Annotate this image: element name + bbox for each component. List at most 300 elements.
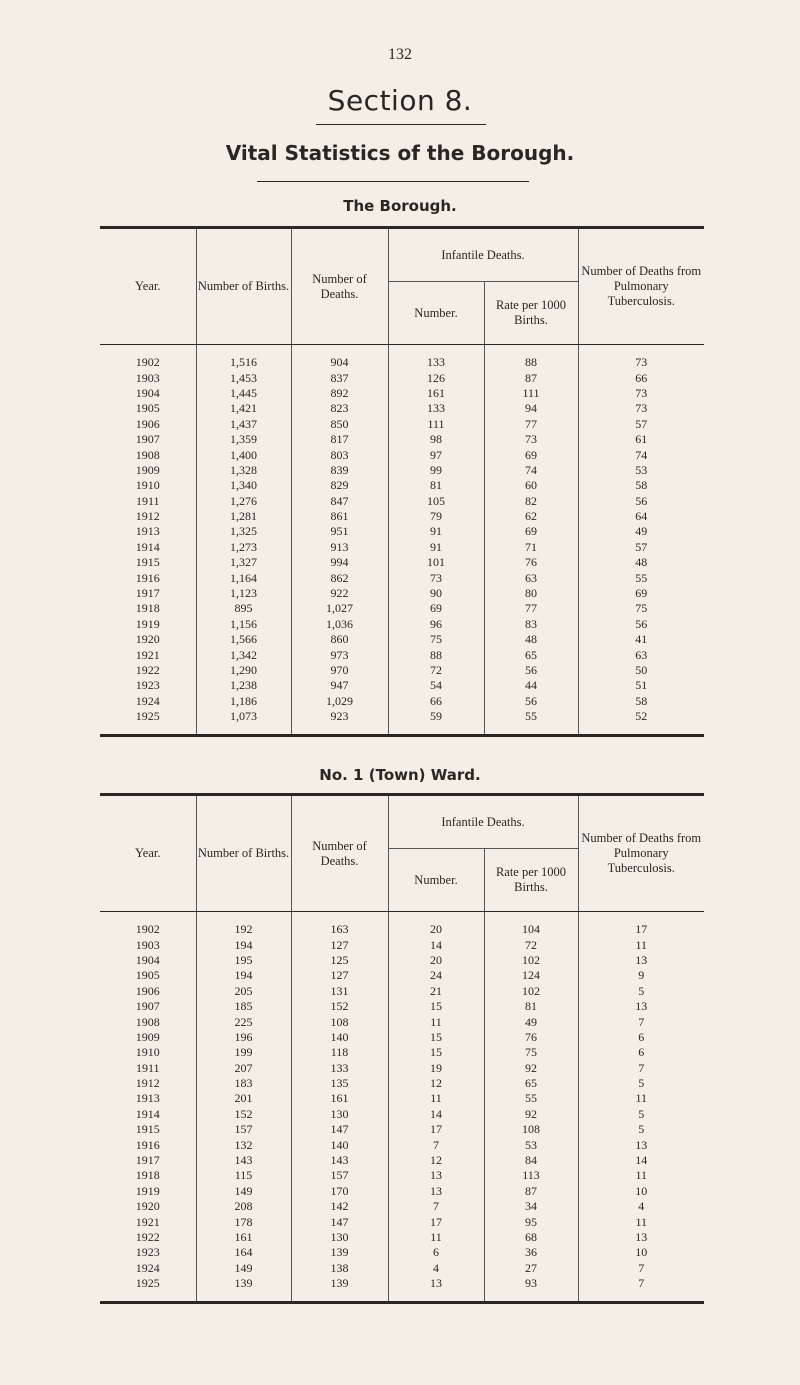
infantile-number-cell: 133 [388, 355, 484, 370]
deaths-cell: 837 [291, 370, 388, 385]
deaths-cell: 142 [291, 1199, 388, 1214]
rate-cell: 104 [484, 922, 578, 937]
year-header: Year. [100, 795, 196, 912]
borough-table-body [100, 345, 704, 736]
table-row [100, 1122, 704, 1137]
births-cell: 1,186 [196, 694, 291, 709]
table-row [100, 922, 704, 937]
infantile-number-cell: 15 [388, 999, 484, 1014]
tuberculosis-cell: 51 [578, 678, 704, 693]
rate-cell: 27 [484, 1261, 578, 1276]
table-row [100, 447, 704, 462]
year-cell: 1911 [135, 493, 160, 508]
infantile-number-cell: 15 [388, 1045, 484, 1060]
table-row [100, 617, 704, 632]
rate-cell: 102 [484, 984, 578, 999]
births-cell: 1,340 [196, 478, 291, 493]
table-row [100, 1045, 704, 1060]
rate-cell: 56 [484, 694, 578, 709]
table-row [100, 1137, 704, 1152]
tuberculosis-header: Number of Deaths from Pulmonary Tuberculosis. [578, 228, 704, 345]
year-cell: 1919 [135, 1183, 160, 1198]
births-cell: 1,516 [196, 355, 291, 370]
year-cell: 1917 [135, 1153, 160, 1168]
births-cell: 195 [196, 953, 291, 968]
rate-cell: 77 [484, 601, 578, 616]
year-cell: 1924 [135, 1260, 160, 1275]
rate-cell: 88 [484, 355, 578, 370]
infantile-number-cell: 90 [388, 586, 484, 601]
rate-header: Rate per 1000 Births. [484, 849, 578, 912]
rate-cell: 73 [484, 432, 578, 447]
tuberculosis-cell: 66 [578, 370, 704, 385]
table-row [100, 586, 704, 601]
tuberculosis-cell: 5 [578, 1076, 704, 1091]
table-row [100, 417, 704, 432]
section-title: Section 8. [327, 84, 473, 117]
births-cell: 157 [196, 1122, 291, 1137]
tuberculosis-cell: 13 [578, 999, 704, 1014]
year-cell: 1906 [135, 983, 160, 998]
births-cell: 152 [196, 1107, 291, 1122]
deaths-cell: 130 [291, 1230, 388, 1245]
year-cell: 1915 [135, 555, 160, 570]
deaths-cell: 127 [291, 937, 388, 952]
infantile-number-cell: 111 [388, 417, 484, 432]
births-cell: 1,359 [196, 432, 291, 447]
tuberculosis-cell: 7 [578, 1014, 704, 1029]
deaths-cell: 803 [291, 447, 388, 462]
infantile-number-cell: 20 [388, 953, 484, 968]
year-cell: 1925 [135, 709, 160, 724]
deaths-cell: 140 [291, 1030, 388, 1045]
deaths-header: Number of Deaths. [291, 795, 388, 912]
rate-cell: 34 [484, 1199, 578, 1214]
rate-cell: 87 [484, 370, 578, 385]
deaths-cell: 862 [291, 570, 388, 585]
infantile-number-cell: 12 [388, 1153, 484, 1168]
tuberculosis-cell: 58 [578, 478, 704, 493]
births-cell: 1,156 [196, 617, 291, 632]
year-cell: 1916 [135, 1137, 160, 1152]
year-cell: 1902 [135, 922, 160, 937]
tuberculosis-cell: 57 [578, 540, 704, 555]
tuberculosis-header: Number of Deaths from Pulmonary Tuberculosis. [578, 795, 704, 912]
rate-cell: 94 [484, 401, 578, 416]
page-number: 132 [388, 46, 412, 63]
tuberculosis-cell: 56 [578, 494, 704, 509]
infantile-number-cell: 11 [388, 1230, 484, 1245]
rate-cell: 68 [484, 1230, 578, 1245]
rate-cell: 65 [484, 1076, 578, 1091]
rate-cell: 36 [484, 1245, 578, 1260]
borough-table-title: The Borough. [343, 197, 457, 215]
table-row [100, 709, 704, 724]
infantile-number-cell: 101 [388, 555, 484, 570]
births-cell: 1,325 [196, 524, 291, 539]
year-cell: 1915 [135, 1122, 160, 1137]
infantile-number-cell: 24 [388, 968, 484, 983]
year-cell: 1914 [135, 1106, 160, 1121]
year-cell: 1922 [135, 663, 160, 677]
births-cell: 199 [196, 1045, 291, 1060]
rate-cell: 111 [484, 386, 578, 401]
rate-cell: 69 [484, 447, 578, 462]
year-cell: 1914 [135, 539, 160, 554]
deaths-cell: 147 [291, 1214, 388, 1229]
tuberculosis-cell: 10 [578, 1245, 704, 1260]
table-row [100, 401, 704, 416]
infantile-number-cell: 21 [388, 984, 484, 999]
infantile-number-cell: 17 [388, 1214, 484, 1229]
infantile-number-cell: 15 [388, 1030, 484, 1045]
births-cell: 178 [196, 1214, 291, 1229]
deaths-cell: 131 [291, 984, 388, 999]
infantile-number-cell: 13 [388, 1184, 484, 1199]
table-row [100, 984, 704, 999]
section-title-underline [316, 124, 486, 125]
table-row [100, 1214, 704, 1229]
deaths-cell: 947 [291, 678, 388, 693]
deaths-cell: 1,036 [291, 617, 388, 632]
tuberculosis-cell: 64 [578, 509, 704, 524]
year-cell: 1905 [135, 968, 160, 983]
tuberculosis-cell: 52 [578, 709, 704, 724]
table-row [100, 370, 704, 385]
table-row [100, 432, 704, 447]
deaths-cell: 829 [291, 478, 388, 493]
infantile-number-cell: 54 [388, 678, 484, 693]
table-row [100, 1107, 704, 1122]
infantile-number-header: Number. [388, 282, 484, 345]
table-row [100, 1030, 704, 1045]
deaths-cell: 904 [291, 355, 388, 370]
year-cell: 1921 [135, 1214, 160, 1229]
infantile-number-cell: 105 [388, 494, 484, 509]
year-cell: 1907 [135, 432, 160, 447]
table-row [100, 632, 704, 647]
deaths-header: Number of Deaths. [291, 228, 388, 345]
tuberculosis-cell: 5 [578, 1107, 704, 1122]
births-cell: 1,445 [196, 386, 291, 401]
births-cell: 207 [196, 1061, 291, 1076]
rate-cell: 113 [484, 1168, 578, 1183]
tuberculosis-cell: 74 [578, 447, 704, 462]
table-row [100, 478, 704, 493]
rate-cell: 77 [484, 417, 578, 432]
year-cell: 1925 [135, 1276, 160, 1291]
births-cell: 132 [196, 1137, 291, 1152]
year-cell: 1920 [135, 632, 160, 647]
births-cell: 185 [196, 999, 291, 1014]
rate-cell: 81 [484, 999, 578, 1014]
births-cell: 1,281 [196, 509, 291, 524]
year-cell: 1905 [135, 401, 160, 416]
deaths-cell: 139 [291, 1245, 388, 1260]
infantile-number-cell: 91 [388, 524, 484, 539]
rate-cell: 56 [484, 663, 578, 678]
tuberculosis-cell: 17 [578, 922, 704, 937]
year-cell: 1920 [135, 1199, 160, 1214]
deaths-cell: 118 [291, 1045, 388, 1060]
infantile-number-cell: 66 [388, 694, 484, 709]
tuberculosis-cell: 73 [578, 386, 704, 401]
year-cell: 1910 [135, 1045, 160, 1060]
infantile-number-cell: 17 [388, 1122, 484, 1137]
rate-cell: 87 [484, 1184, 578, 1199]
table-row [100, 555, 704, 570]
deaths-cell: 823 [291, 401, 388, 416]
deaths-cell: 108 [291, 1014, 388, 1029]
year-cell: 1923 [135, 678, 160, 693]
deaths-cell: 161 [291, 1091, 388, 1106]
year-cell: 1906 [135, 416, 160, 431]
rate-cell: 124 [484, 968, 578, 983]
table-row [100, 999, 704, 1014]
table-row [100, 968, 704, 983]
year-cell: 1908 [135, 1014, 160, 1029]
rate-cell: 62 [484, 509, 578, 524]
births-cell: 164 [196, 1245, 291, 1260]
rate-cell: 69 [484, 524, 578, 539]
year-cell: 1910 [135, 478, 160, 493]
deaths-cell: 973 [291, 647, 388, 662]
table-row [100, 694, 704, 709]
tuberculosis-cell: 7 [578, 1276, 704, 1291]
deaths-cell: 970 [291, 663, 388, 678]
tuberculosis-cell: 4 [578, 1199, 704, 1214]
infantile-number-cell: 11 [388, 1014, 484, 1029]
year-cell: 1916 [135, 570, 160, 585]
deaths-cell: 127 [291, 968, 388, 983]
births-cell: 196 [196, 1030, 291, 1045]
infantile-number-cell: 133 [388, 401, 484, 416]
infantile-number-cell: 161 [388, 386, 484, 401]
rate-cell: 55 [484, 709, 578, 724]
year-cell: 1907 [135, 999, 160, 1014]
table-row [100, 509, 704, 524]
tuberculosis-cell: 53 [578, 463, 704, 478]
table-row [100, 570, 704, 585]
year-cell: 1917 [135, 586, 160, 601]
births-cell: 1,342 [196, 647, 291, 662]
tuberculosis-cell: 63 [578, 647, 704, 662]
tuberculosis-cell: 7 [578, 1061, 704, 1076]
deaths-cell: 1,029 [291, 694, 388, 709]
births-header: Number of Births. [196, 795, 291, 912]
rate-cell: 108 [484, 1122, 578, 1137]
tuberculosis-cell: 13 [578, 1230, 704, 1245]
infantile-number-cell: 20 [388, 922, 484, 937]
infantile-number-cell: 96 [388, 617, 484, 632]
rate-cell: 74 [484, 463, 578, 478]
rate-cell: 65 [484, 647, 578, 662]
deaths-cell: 913 [291, 540, 388, 555]
tuberculosis-cell: 5 [578, 984, 704, 999]
tuberculosis-cell: 11 [578, 937, 704, 952]
table-row [100, 463, 704, 478]
table-row [100, 494, 704, 509]
births-cell: 1,421 [196, 401, 291, 416]
births-header: Number of Births. [196, 228, 291, 345]
infantile-number-cell: 98 [388, 432, 484, 447]
year-cell: 1903 [135, 937, 160, 952]
deaths-cell: 922 [291, 586, 388, 601]
tuberculosis-cell: 13 [578, 1137, 704, 1152]
rate-cell: 49 [484, 1014, 578, 1029]
tuberculosis-cell: 41 [578, 632, 704, 647]
table-row [100, 1014, 704, 1029]
deaths-cell: 994 [291, 555, 388, 570]
births-cell: 161 [196, 1230, 291, 1245]
tuberculosis-cell: 75 [578, 601, 704, 616]
deaths-cell: 133 [291, 1061, 388, 1076]
births-cell: 183 [196, 1076, 291, 1091]
year-cell: 1903 [135, 370, 160, 385]
year-cell: 1912 [135, 509, 160, 524]
year-cell: 1909 [135, 462, 160, 477]
rate-cell: 72 [484, 937, 578, 952]
deaths-cell: 817 [291, 432, 388, 447]
table-row [100, 1276, 704, 1291]
borough-table [100, 226, 704, 737]
rate-cell: 63 [484, 570, 578, 585]
tuberculosis-cell: 6 [578, 1045, 704, 1060]
year-cell: 1918 [135, 1168, 160, 1183]
tuberculosis-cell: 48 [578, 555, 704, 570]
births-cell: 1,290 [196, 663, 291, 678]
infantile-number-cell: 7 [388, 1199, 484, 1214]
deaths-cell: 139 [291, 1276, 388, 1291]
infantile-number-header: Number. [388, 849, 484, 912]
rate-cell: 48 [484, 632, 578, 647]
tuberculosis-cell: 61 [578, 432, 704, 447]
tuberculosis-cell: 73 [578, 401, 704, 416]
infantile-number-cell: 4 [388, 1261, 484, 1276]
tuberculosis-cell: 55 [578, 570, 704, 585]
tuberculosis-cell: 58 [578, 694, 704, 709]
rate-cell: 44 [484, 678, 578, 693]
deaths-cell: 170 [291, 1184, 388, 1199]
deaths-cell: 130 [291, 1107, 388, 1122]
table-row [100, 1153, 704, 1168]
town-ward-table [100, 793, 704, 1304]
table-row [100, 355, 704, 370]
year-cell: 1924 [135, 693, 160, 708]
births-cell: 1,073 [196, 709, 291, 724]
rate-cell: 75 [484, 1045, 578, 1060]
rate-cell: 55 [484, 1091, 578, 1106]
tuberculosis-cell: 6 [578, 1030, 704, 1045]
births-cell: 194 [196, 937, 291, 952]
rate-cell: 76 [484, 555, 578, 570]
year-cell: 1923 [135, 1245, 160, 1260]
rate-cell: 84 [484, 1153, 578, 1168]
year-cell: 1913 [135, 1091, 160, 1106]
tuberculosis-cell: 7 [578, 1261, 704, 1276]
rate-cell: 60 [484, 478, 578, 493]
table-row [100, 1168, 704, 1183]
table-row [100, 540, 704, 555]
rate-cell: 82 [484, 494, 578, 509]
deaths-cell: 135 [291, 1076, 388, 1091]
births-cell: 149 [196, 1184, 291, 1199]
year-cell: 1904 [135, 385, 160, 400]
births-cell: 1,566 [196, 632, 291, 647]
table-row [100, 647, 704, 662]
table-row [100, 524, 704, 539]
tuberculosis-cell: 14 [578, 1153, 704, 1168]
rate-cell: 71 [484, 540, 578, 555]
town-ward-table-title: No. 1 (Town) Ward. [319, 766, 481, 784]
births-cell: 1,273 [196, 540, 291, 555]
tuberculosis-cell: 11 [578, 1214, 704, 1229]
town-ward-table-body [100, 912, 704, 1303]
table-row [100, 1076, 704, 1091]
rate-cell: 102 [484, 953, 578, 968]
table-row [100, 937, 704, 952]
year-cell: 1922 [135, 1230, 160, 1244]
births-cell: 208 [196, 1199, 291, 1214]
deaths-cell: 951 [291, 524, 388, 539]
rate-cell: 93 [484, 1276, 578, 1291]
deaths-cell: 157 [291, 1168, 388, 1183]
deaths-cell: 143 [291, 1153, 388, 1168]
year-cell: 1919 [135, 616, 160, 631]
births-cell: 205 [196, 984, 291, 999]
births-cell: 1,400 [196, 447, 291, 462]
year-cell: 1911 [135, 1060, 160, 1075]
infantile-number-cell: 13 [388, 1276, 484, 1291]
infantile-number-cell: 11 [388, 1091, 484, 1106]
rate-cell: 95 [484, 1214, 578, 1229]
births-cell: 139 [196, 1276, 291, 1291]
rate-header: Rate per 1000 Births. [484, 282, 578, 345]
births-cell: 1,238 [196, 678, 291, 693]
year-cell: 1904 [135, 952, 160, 967]
tuberculosis-cell: 9 [578, 968, 704, 983]
deaths-cell: 850 [291, 417, 388, 432]
infantile-number-cell: 13 [388, 1168, 484, 1183]
births-cell: 143 [196, 1153, 291, 1168]
deaths-cell: 839 [291, 463, 388, 478]
infantile-number-cell: 14 [388, 937, 484, 952]
births-cell: 201 [196, 1091, 291, 1106]
infantile-number-cell: 59 [388, 709, 484, 724]
tuberculosis-cell: 73 [578, 355, 704, 370]
tuberculosis-cell: 50 [578, 663, 704, 678]
rate-cell: 53 [484, 1137, 578, 1152]
infantile-number-cell: 14 [388, 1107, 484, 1122]
deaths-cell: 923 [291, 709, 388, 724]
deaths-cell: 860 [291, 632, 388, 647]
births-cell: 225 [196, 1014, 291, 1029]
table-row [100, 678, 704, 693]
births-cell: 1,276 [196, 494, 291, 509]
deaths-cell: 892 [291, 386, 388, 401]
main-title-underline [257, 181, 529, 182]
year-cell: 1921 [135, 647, 160, 662]
infantile-number-cell: 75 [388, 632, 484, 647]
table-row [100, 1184, 704, 1199]
tuberculosis-cell: 49 [578, 524, 704, 539]
deaths-cell: 140 [291, 1137, 388, 1152]
tuberculosis-cell: 5 [578, 1122, 704, 1137]
table-row [100, 1061, 704, 1076]
rate-cell: 92 [484, 1107, 578, 1122]
year-header: Year. [100, 228, 196, 345]
infantile-deaths-header: Infantile Deaths. [388, 228, 578, 282]
